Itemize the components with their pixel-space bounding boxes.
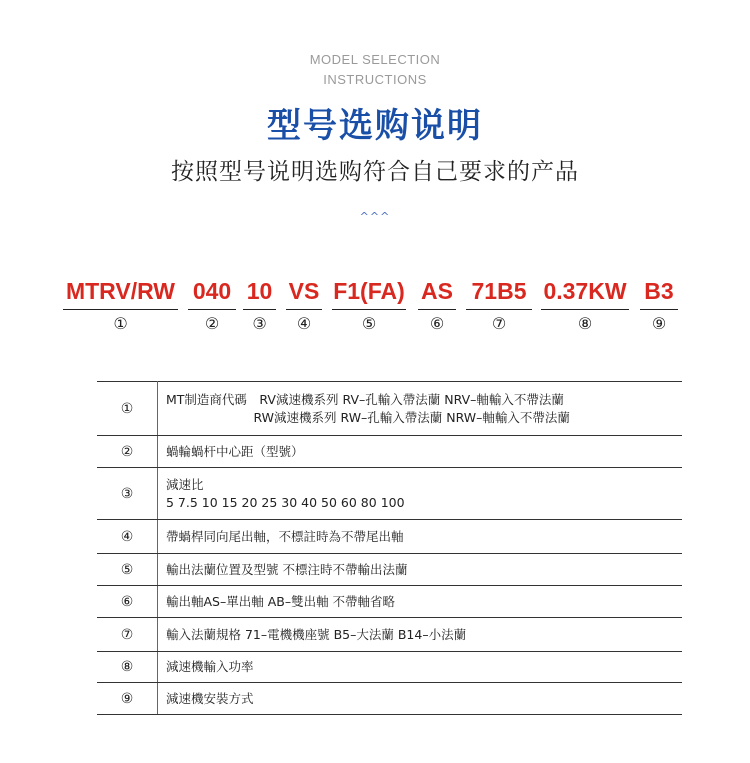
model-code-part	[640, 276, 678, 335]
model-code-part	[188, 276, 236, 335]
row-number: ⑨	[97, 683, 158, 715]
row-number: ⑦	[97, 618, 158, 652]
segment-number: ⑧	[577, 314, 593, 333]
table-row	[97, 554, 682, 586]
row-description-line: 5 7.5 10 15 20 25 30 40 50 60 80 100	[166, 494, 405, 510]
model-code-segment: AS	[421, 278, 453, 304]
segment-number: ②	[204, 314, 220, 333]
row-number: ⑤	[97, 554, 158, 586]
underline	[541, 309, 629, 310]
row-description-line: 輸入法蘭規格 71–電機機座號 B5–大法蘭 B14–小法蘭	[166, 626, 467, 642]
table-row	[97, 683, 682, 715]
decoration-chevrons: ^^^	[359, 210, 391, 223]
row-description	[158, 554, 683, 586]
row-description-line: 減速機輸入功率	[166, 659, 254, 674]
segment-number: ⑥	[429, 314, 445, 333]
row-number: ②	[97, 436, 158, 468]
spec-table	[97, 381, 682, 715]
row-description-line: 帶蝸桿同向尾出軸，不標註時為不帶尾出軸	[166, 528, 404, 544]
underline	[332, 309, 406, 310]
segment-number: ④	[296, 314, 312, 333]
model-code-segment: B3	[644, 278, 674, 304]
table-row	[97, 618, 682, 652]
segment-number: ⑨	[651, 314, 667, 333]
row-description	[158, 468, 683, 520]
segment-number: ⑦	[491, 314, 507, 333]
row-number: ③	[97, 468, 158, 520]
underline	[243, 309, 276, 310]
table-row	[97, 436, 682, 468]
model-code-part	[63, 276, 178, 335]
page-subtitle: 按照型号说明选购符合自己要求的产品	[171, 159, 579, 185]
segment-number: ⑤	[361, 314, 377, 333]
row-number: ④	[97, 520, 158, 554]
page-title: 型号选购说明	[267, 106, 483, 146]
row-description	[158, 520, 683, 554]
row-description-line: 減速比	[166, 476, 204, 492]
row-description	[158, 586, 683, 618]
row-description-line: 輸出法蘭位置及型號 不標注時不帶輸出法蘭	[166, 561, 408, 577]
underline	[466, 309, 532, 310]
english-title-line2: INSTRUCTIONS	[323, 72, 427, 87]
row-description	[158, 382, 683, 436]
segment-number: ③	[252, 314, 267, 333]
table-row	[97, 520, 682, 554]
underline	[286, 309, 322, 310]
row-number: ⑥	[97, 586, 158, 618]
underline	[63, 309, 178, 310]
row-description-line: 蝸輪蝸杆中心距（型號）	[166, 443, 304, 459]
model-code-part	[286, 276, 322, 335]
model-code-part	[243, 276, 276, 335]
model-code-part	[541, 276, 629, 335]
model-code-part	[418, 276, 456, 335]
row-description	[158, 618, 683, 652]
row-description-line: RW減速機系列 RW–孔輸入帶法蘭 NRW–軸輸入不帶法蘭	[166, 409, 570, 425]
row-description-line: 減速機安裝方式	[166, 690, 254, 706]
model-code-segment: 0.37KW	[543, 278, 627, 304]
model-code-segment: MTRV/RW	[65, 278, 176, 304]
table-row	[97, 586, 682, 618]
segment-number: ①	[113, 314, 128, 333]
row-description-line: 輸出軸AS–單出軸 AB–雙出軸 不帶軸省略	[166, 593, 396, 609]
model-code-segment: 10	[246, 278, 273, 304]
table-row	[97, 652, 682, 683]
model-code-segment: VS	[288, 278, 320, 304]
row-description	[158, 436, 683, 468]
row-description	[158, 683, 683, 715]
model-code-segment: 040	[192, 278, 232, 304]
spec-table-container	[97, 381, 682, 715]
model-code-part	[332, 276, 406, 335]
model-code-part	[466, 276, 532, 335]
underline	[418, 309, 456, 310]
underline	[640, 309, 678, 310]
model-code-segment: 71B5	[471, 278, 527, 304]
row-number: ①	[97, 382, 158, 436]
table-row	[97, 468, 682, 520]
table-row	[97, 382, 682, 436]
row-description-line: MT制造商代碼 RV減速機系列 RV–孔輸入帶法蘭 NRV–軸輸入不帶法蘭	[166, 391, 564, 407]
model-code-segment: F1(FA)	[333, 278, 405, 304]
row-description	[158, 652, 683, 683]
english-title-line1: MODEL SELECTION	[309, 52, 441, 67]
row-number: ⑧	[97, 652, 158, 683]
underline	[188, 309, 236, 310]
